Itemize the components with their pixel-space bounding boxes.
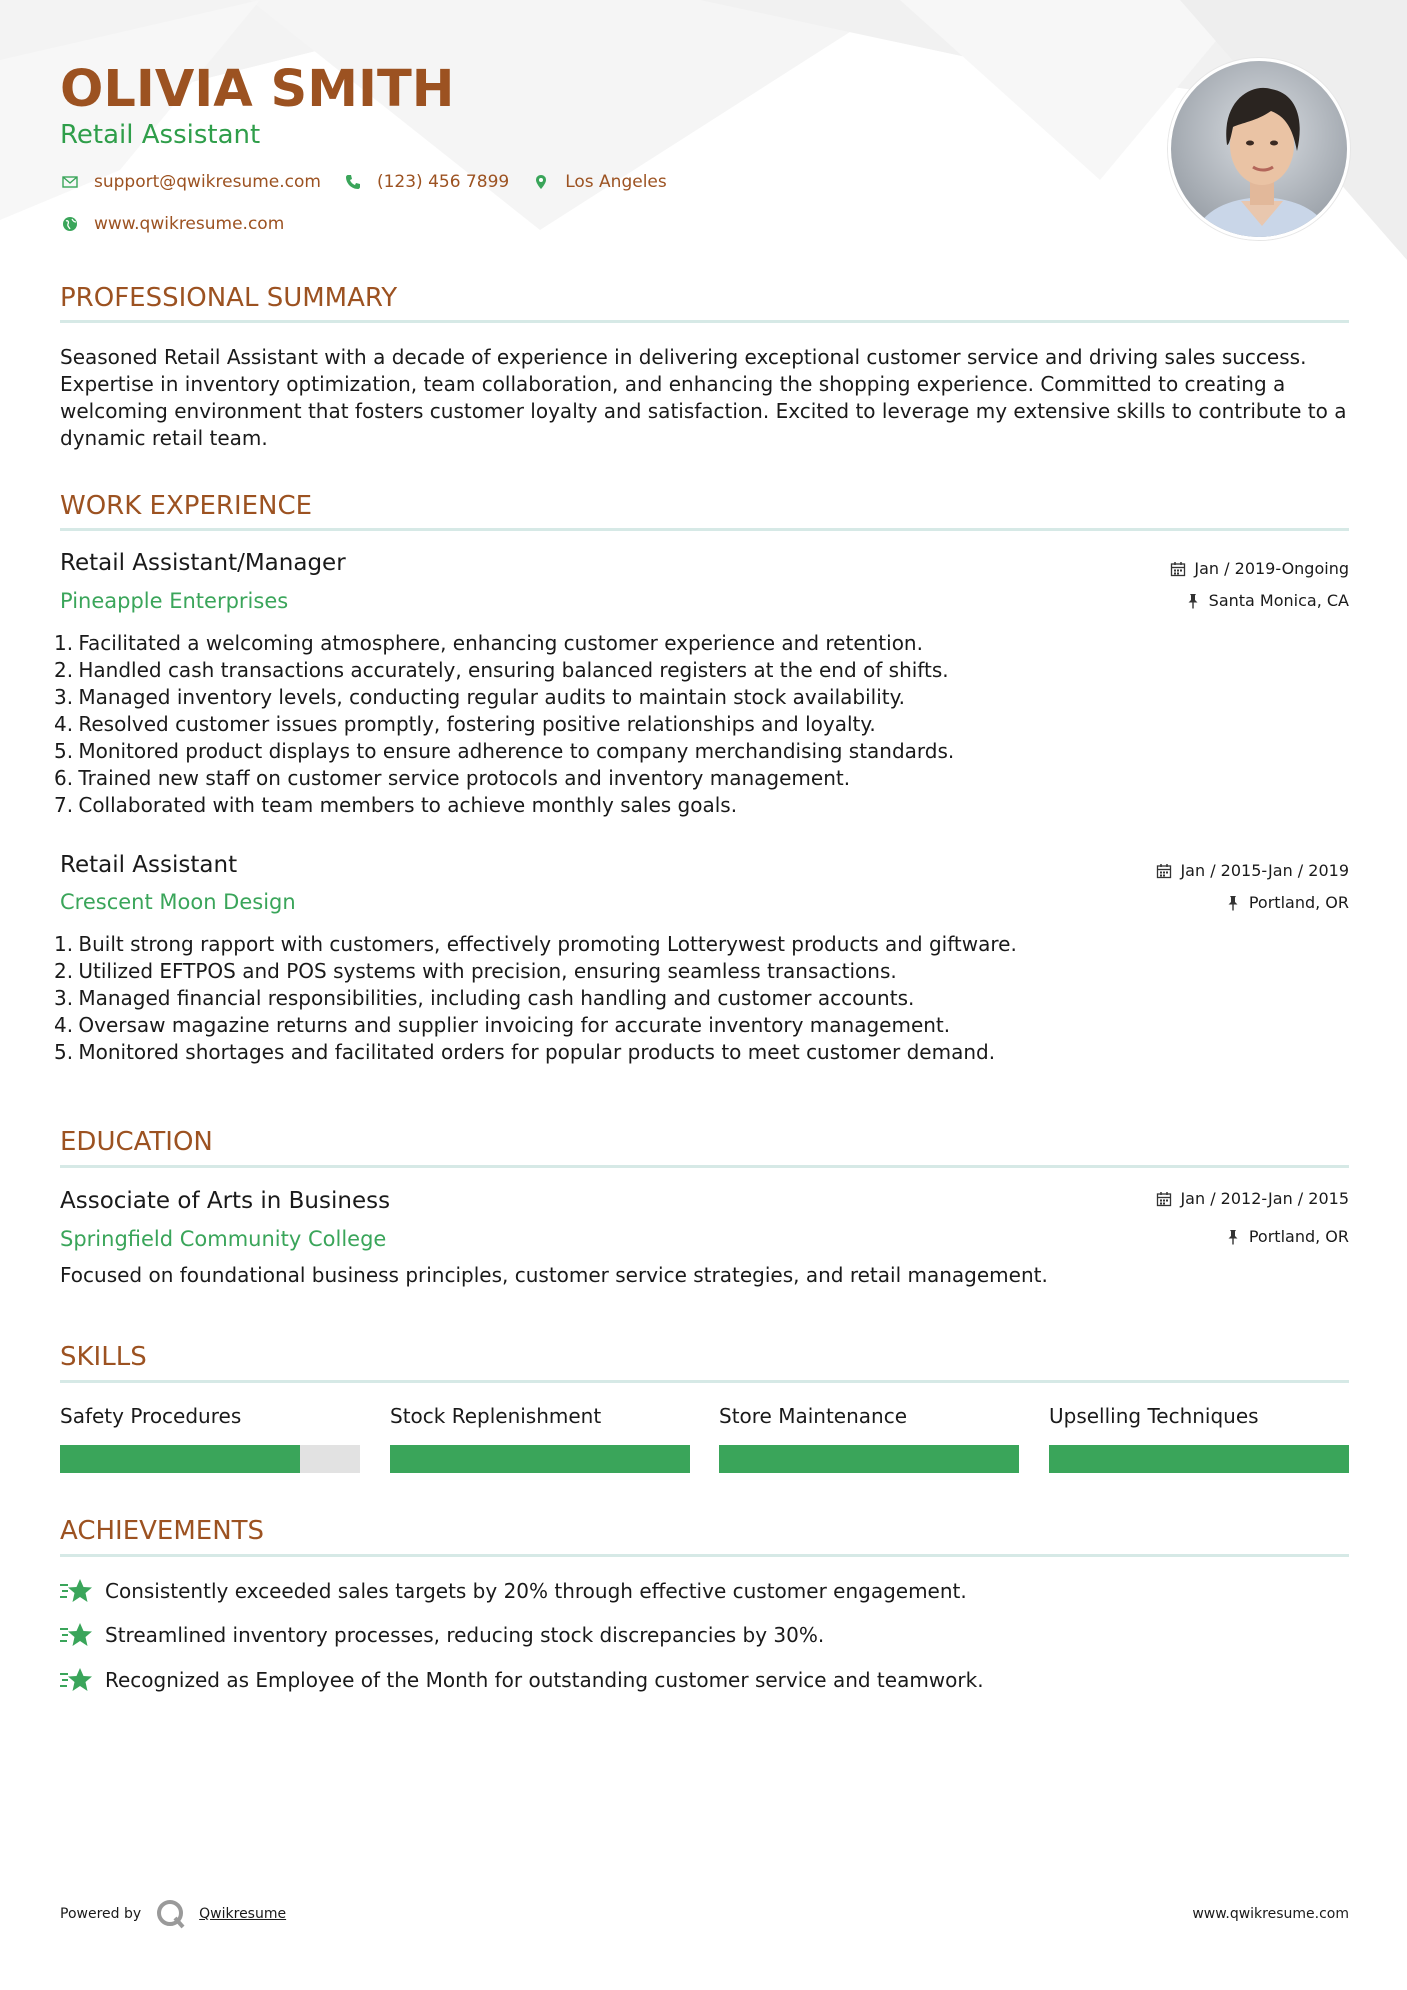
skill-item bbox=[390, 1403, 690, 1473]
contact-row-website bbox=[60, 214, 306, 234]
email-text: support@qwikresume.com bbox=[94, 172, 321, 192]
footer-website[interactable]: www.qwikresume.com bbox=[1192, 1906, 1349, 1922]
company-name: Pineapple Enterprises bbox=[60, 589, 289, 613]
education-dates bbox=[1156, 1188, 1349, 1210]
skill-bar-fill bbox=[1049, 1445, 1349, 1473]
list-item: 2. Handled cash transactions accurately, ensuring balanced registers at the end of shifts. bbox=[54, 658, 949, 682]
skill-bar bbox=[60, 1445, 360, 1473]
skill-item bbox=[719, 1403, 1019, 1473]
list-item: 2. Utilized EFTPOS and POS systems with precision, ensuring seamless transactions. bbox=[54, 959, 897, 983]
school-name: Springfield Community College bbox=[60, 1227, 387, 1251]
achievement-text: Streamlined inventory processes, reducing stock discrepancies by 30%. bbox=[105, 1622, 825, 1647]
skill-bar bbox=[1049, 1445, 1349, 1473]
pushpin-icon bbox=[1185, 593, 1201, 609]
star-icon bbox=[60, 1577, 92, 1605]
pushpin-icon bbox=[1225, 895, 1241, 911]
envelope-icon bbox=[60, 172, 80, 192]
list-item: 7. Collaborated with team members to achieve monthly sales goals. bbox=[54, 793, 738, 817]
job-title: Retail Assistant/Manager bbox=[60, 550, 346, 576]
phone-icon bbox=[343, 172, 363, 192]
phone-text: (123) 456 7899 bbox=[376, 172, 510, 192]
qwikresume-logo-icon bbox=[155, 1898, 187, 1930]
achievement-text: Recognized as Employee of the Month for outstanding customer service and teamwork. bbox=[105, 1667, 984, 1692]
contact-phone[interactable] bbox=[343, 172, 509, 192]
list-item: 6. Trained new staff on customer service protocols and inventory management. bbox=[54, 766, 851, 790]
resume-page bbox=[54, 0, 1349, 1990]
job-dates bbox=[1156, 860, 1349, 882]
skill-label: Stock Replenishment bbox=[390, 1404, 602, 1428]
skill-bar-fill bbox=[719, 1445, 1019, 1473]
skill-bar-fill bbox=[390, 1445, 690, 1473]
job-location-text: Portland, OR bbox=[1248, 893, 1349, 912]
job-bullets bbox=[54, 630, 1349, 819]
contact-location bbox=[531, 172, 667, 192]
map-pin-icon bbox=[531, 172, 551, 192]
contact-website[interactable] bbox=[60, 214, 284, 234]
candidate-name: OLIVIA SMITH bbox=[60, 60, 455, 119]
skill-item bbox=[1049, 1403, 1349, 1473]
section-divider bbox=[60, 320, 1349, 323]
list-item: 5. Monitored product displays to ensure adherence to company merchandising standards. bbox=[54, 739, 955, 763]
globe-icon bbox=[60, 214, 80, 234]
pushpin-icon bbox=[1225, 1229, 1241, 1245]
job-bullets bbox=[54, 931, 1349, 1066]
section-divider bbox=[60, 528, 1349, 531]
section-divider bbox=[60, 1165, 1349, 1168]
education-description: Focused on foundational business principles, customer service strategies, and retail management. bbox=[60, 1263, 1048, 1287]
section-title-summary: PROFESSIONAL SUMMARY bbox=[60, 283, 398, 313]
degree-title: Associate of Arts in Business bbox=[60, 1188, 391, 1214]
job-location-text: Santa Monica, CA bbox=[1208, 591, 1349, 610]
list-item: 4. Oversaw magazine returns and supplier invoicing for accurate inventory management. bbox=[54, 1013, 951, 1037]
achievement-text: Consistently exceeded sales targets by 20% through effective customer engagement. bbox=[105, 1578, 967, 1603]
skill-bar bbox=[719, 1445, 1019, 1473]
achievement-item bbox=[60, 1621, 824, 1649]
summary-text: Seasoned Retail Assistant with a decade of experience in delivering exceptional customer service and driving sales success. Expertise in inventory optimization, team collaboration, and enhancing the shopping experience. Committed to creating a welcoming environment that fosters customer loyalty and satisfaction. Excited to leverage my extensive skills to contribute to a dynamic retail team. bbox=[60, 345, 1347, 450]
qwikresume-link[interactable]: Qwikresume bbox=[199, 1906, 287, 1922]
contact-email[interactable] bbox=[60, 172, 321, 192]
candidate-role: Retail Assistant bbox=[60, 120, 261, 150]
list-item: 4. Resolved customer issues promptly, fostering positive relationships and loyalty. bbox=[54, 712, 876, 736]
job-dates-text: Jan / 2015-Jan / 2019 bbox=[1180, 861, 1349, 880]
company-name: Crescent Moon Design bbox=[60, 890, 296, 914]
profile-photo bbox=[1168, 58, 1350, 240]
powered-by-text: Powered by bbox=[60, 1906, 142, 1922]
list-item: 1. Built strong rapport with customers, effectively promoting Lotterywest products and giftware. bbox=[54, 932, 1017, 956]
skill-item bbox=[60, 1403, 360, 1473]
education-dates-text: Jan / 2012-Jan / 2015 bbox=[1180, 1189, 1349, 1208]
footer-powered-by bbox=[60, 1898, 286, 1930]
star-icon bbox=[60, 1621, 92, 1649]
section-title-education: EDUCATION bbox=[60, 1127, 213, 1157]
education-location-text: Portland, OR bbox=[1248, 1227, 1349, 1246]
job-title: Retail Assistant bbox=[60, 852, 238, 878]
skill-label: Store Maintenance bbox=[719, 1404, 908, 1428]
job-dates-text: Jan / 2019-Ongoing bbox=[1194, 559, 1349, 578]
skill-label: Upselling Techniques bbox=[1049, 1404, 1259, 1428]
list-item: 3. Managed financial responsibilities, including cash handling and customer accounts. bbox=[54, 986, 915, 1010]
list-item: 5. Monitored shortages and facilitated orders for popular products to meet customer demand. bbox=[54, 1040, 996, 1064]
list-item: 3. Managed inventory levels, conducting regular audits to maintain stock availability. bbox=[54, 685, 905, 709]
skill-bar-fill bbox=[60, 1445, 300, 1473]
list-item: 1. Facilitated a welcoming atmosphere, enhancing customer experience and retention. bbox=[54, 631, 923, 655]
location-text: Los Angeles bbox=[565, 172, 667, 192]
section-divider bbox=[60, 1554, 1349, 1557]
job-dates bbox=[1170, 558, 1349, 580]
section-title-experience: WORK EXPERIENCE bbox=[60, 491, 313, 521]
contact-row bbox=[60, 172, 689, 192]
skill-label: Safety Procedures bbox=[60, 1404, 242, 1428]
calendar-icon bbox=[1156, 863, 1172, 879]
job-location bbox=[1185, 590, 1349, 612]
achievement-item bbox=[60, 1577, 967, 1605]
section-title-achievements: ACHIEVEMENTS bbox=[60, 1516, 265, 1546]
star-icon bbox=[60, 1666, 92, 1694]
skill-bar bbox=[390, 1445, 690, 1473]
section-divider bbox=[60, 1380, 1349, 1383]
achievement-item bbox=[60, 1666, 984, 1694]
section-title-skills: SKILLS bbox=[60, 1342, 147, 1372]
job-location bbox=[1225, 892, 1349, 914]
calendar-icon bbox=[1156, 1191, 1172, 1207]
calendar-icon bbox=[1170, 561, 1186, 577]
website-text: www.qwikresume.com bbox=[94, 214, 285, 234]
education-location bbox=[1225, 1226, 1349, 1248]
